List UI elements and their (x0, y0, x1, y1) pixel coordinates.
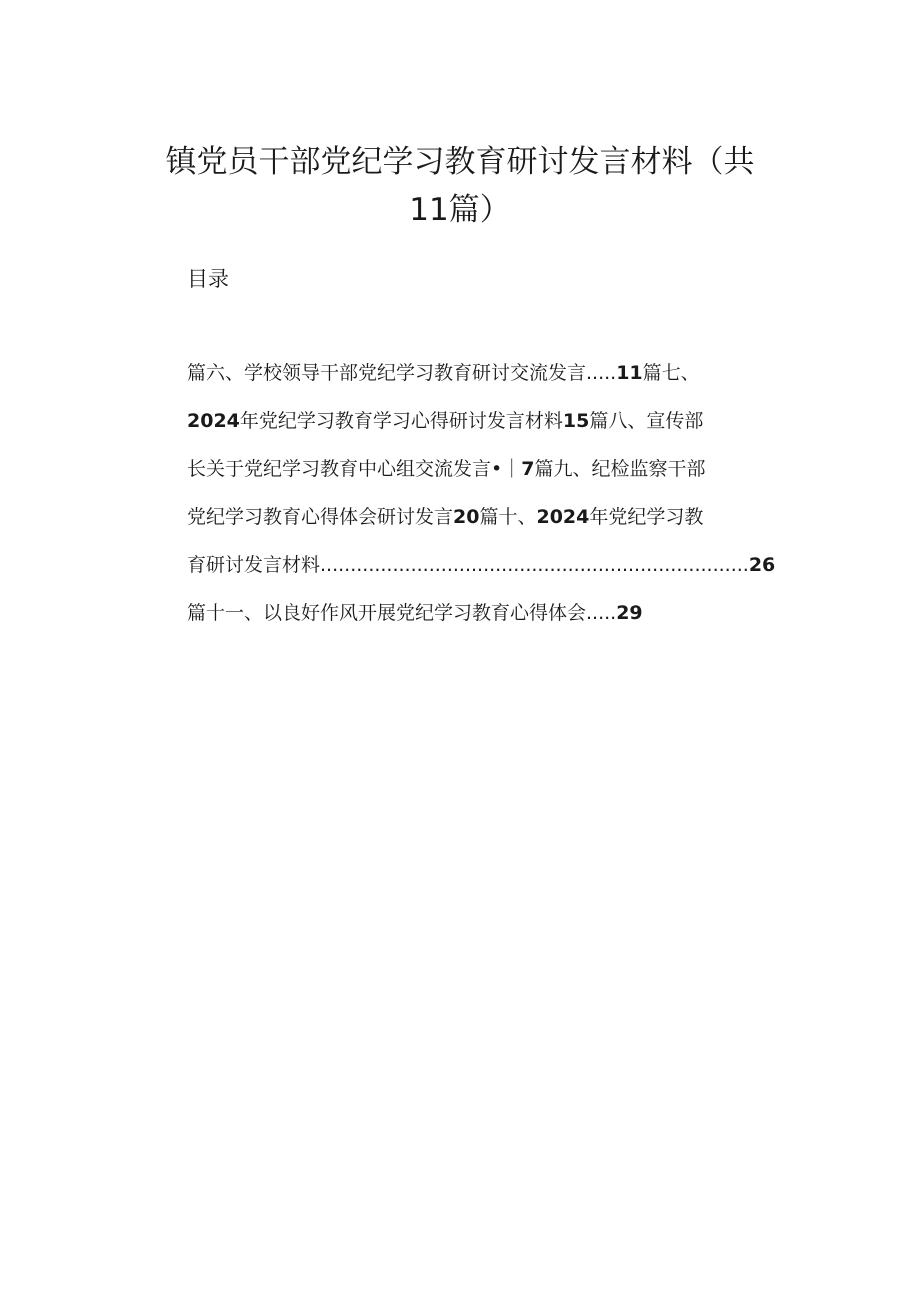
toc-text: 篇八、宣传部 (589, 410, 704, 432)
toc-page-number: 20 (453, 506, 480, 528)
toc-year: 2024 (536, 506, 590, 528)
toc-page-number: 11 (616, 362, 643, 384)
toc-line-4 (187, 500, 807, 548)
toc-text: 篇九、纪检监察干部 (534, 458, 706, 480)
toc-text: 年党纪学习教育学习心得研讨发言材料 (239, 410, 563, 432)
toc-heading: 目录 (187, 267, 229, 291)
toc-text: 篇十、 (479, 506, 537, 528)
toc-page-number: 7 (521, 458, 535, 480)
toc-text: 篇十一、以良好作风开展党纪学习教育心得体会..... (187, 602, 617, 624)
toc-line-2 (187, 404, 807, 452)
toc-page-number: 15 (562, 410, 590, 432)
toc-line-6 (187, 596, 807, 644)
title-line-1: 镇党员干部党纪学习教育研讨发言材料（共 (165, 144, 755, 180)
toc-line-1 (187, 356, 807, 404)
toc-text: 篇七、 (642, 362, 700, 384)
toc-year: 2024 (187, 410, 240, 432)
title-line-2: 11篇） (409, 192, 511, 228)
toc-page-number: 29 (616, 602, 643, 624)
toc-page-number: 26 (748, 554, 776, 576)
toc-text: 长关于党纪学习教育中心组交流发言•｜ (187, 458, 522, 480)
table-of-contents (187, 356, 807, 644)
toc-text: 年党纪学习教 (589, 506, 704, 528)
toc-line-3 (187, 452, 807, 500)
toc-text: 党纪学习教育心得体会研讨发言 (187, 506, 454, 528)
toc-text: 篇六、学校领导干部党纪学习教育研讨交流发言..... (187, 362, 617, 384)
toc-text: 育研讨发言材料....................................................................... (187, 554, 749, 576)
toc-line-5 (187, 548, 807, 596)
document-title (150, 138, 770, 234)
